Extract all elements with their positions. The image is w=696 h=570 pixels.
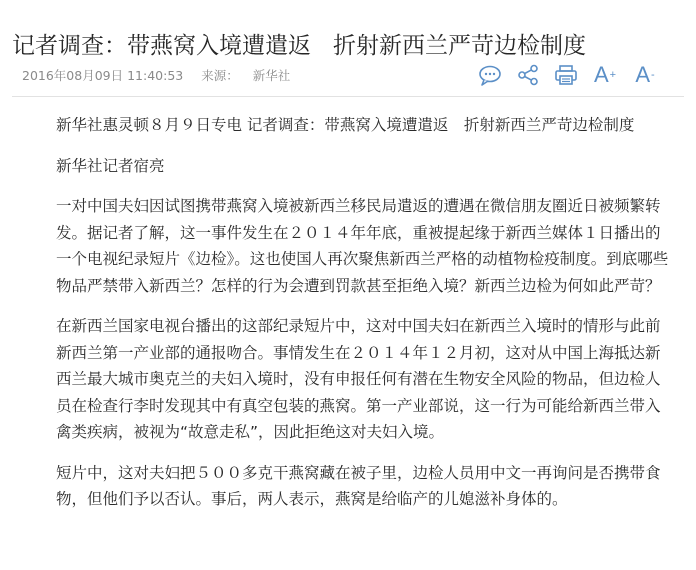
- title-part2: 折射新西兰严苛边检制度: [333, 33, 586, 60]
- font-smaller-icon[interactable]: A -: [635, 62, 655, 87]
- title-part1: 记者调查：带燕窝入境遭遣返: [12, 33, 311, 60]
- paragraph-3: 短片中，这对夫妇把５００多克干燕窝藏在被子里，边检人员用中文一再询问是否携带食物，但他们予以否认。事后，两人表示，燕窝是给临产的儿媳滋补身体的。: [56, 463, 661, 508]
- font-larger-icon[interactable]: A +: [593, 62, 617, 87]
- article-title: [12, 29, 688, 63]
- source: [201, 68, 304, 83]
- print-icon[interactable]: [554, 63, 578, 87]
- paragraph-1: 一对中国夫妇因试图携带燕窝入境被新西兰移民局遣返的遭遇在微信朋友圈近日被频繁转发。据记者了解，这一事件发生在２０１４年年底，重被提起缘于新西兰媒体１日播出的一个电视纪录短片《边检》。这也使国人再次聚焦新西兰严格的动植物检疫制度。到底哪些物品严禁带入新西兰？怎样的行为会遭到罚款甚至拒绝入境？新西兰边检为何如此严苛？: [56, 197, 669, 295]
- article-toolbar: [478, 60, 658, 90]
- article-meta: [22, 66, 318, 84]
- paragraph-2: 在新西兰国家电视台播出的这部纪录短片中，这对中国夫妇在新西兰入境时的情形与此前新西兰第一产业部的通报吻合。事情发生在２０１４年１２月初，这对从中国上海抵达新西兰最大城市奥克兰的夫妇入境时，没有申报任何有潜在生物安全风险的物品，但边检人员在检查行李时发现其中有真空包装的燕窝。第一产业部说，这一行为可能给新西兰带入禽类疾病，被视为“故意走私”，因此拒绝这对夫妇入境。: [56, 317, 661, 441]
- source-label: 来源：: [201, 68, 239, 83]
- header-divider: [12, 96, 684, 97]
- dateline: 新华社惠灵顿８月９日专电 记者调查：带燕窝入境遭遣返 折射新西兰严苛边检制度: [56, 116, 635, 134]
- publish-date: 2016年08月09日 11:40:53: [22, 68, 184, 83]
- byline: 新华社记者宿亮: [56, 156, 165, 175]
- source-name: 新华社: [252, 68, 291, 83]
- share-icon[interactable]: [516, 63, 540, 87]
- article-body: [56, 112, 672, 527]
- comment-icon[interactable]: [478, 63, 502, 87]
